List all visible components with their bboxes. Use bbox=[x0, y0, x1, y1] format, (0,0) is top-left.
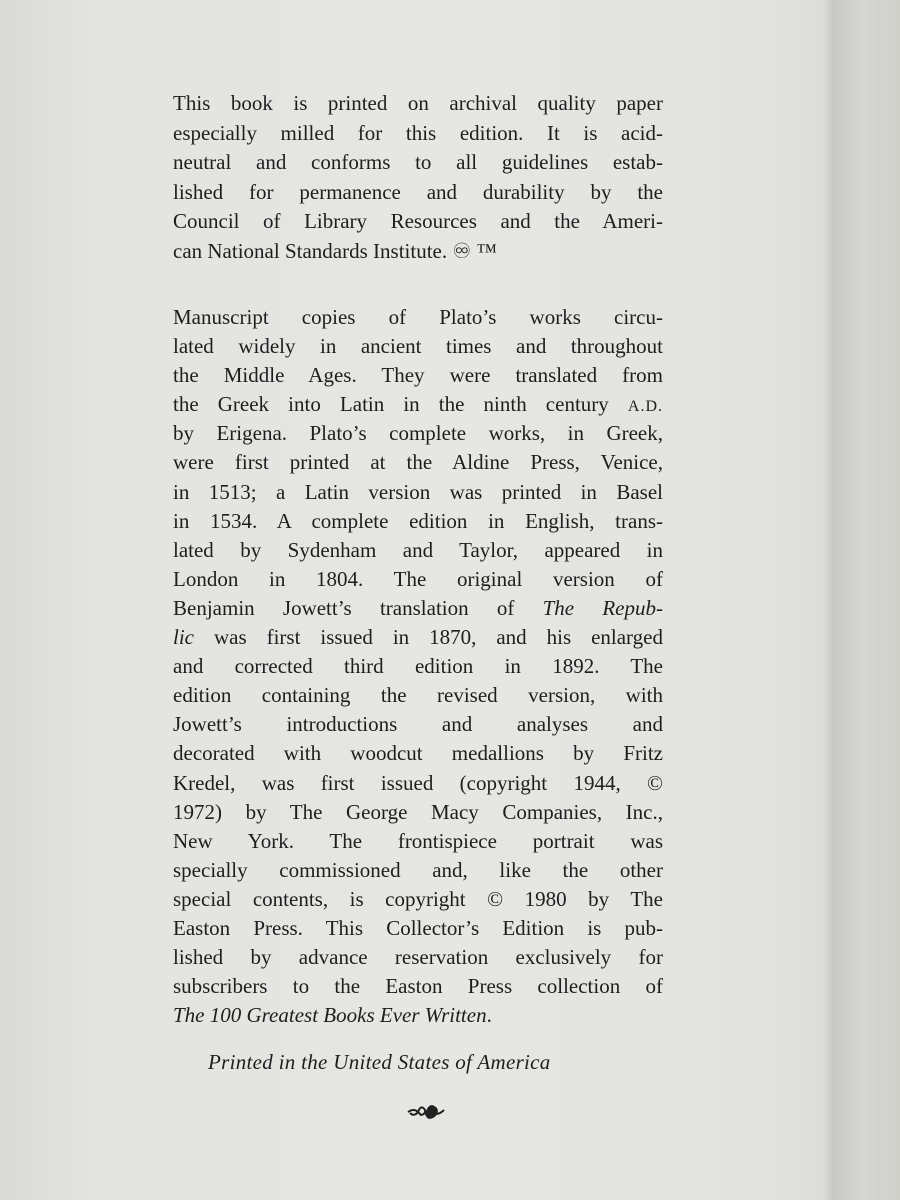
text-segment: the Greek into Latin in the ninth century bbox=[173, 392, 628, 417]
text-segment: and corrected third edition in 1892. The bbox=[173, 654, 663, 679]
text-segment: Manuscript copies of Plato’s works circu- bbox=[173, 305, 663, 329]
text-line bbox=[173, 536, 663, 565]
text-segment: lished by advance reservation exclusively for bbox=[173, 945, 663, 970]
italic-title-text: The 100 Greatest Books Ever Written bbox=[173, 1003, 487, 1028]
text-line bbox=[173, 943, 663, 972]
text-line bbox=[173, 207, 663, 237]
text-line bbox=[173, 565, 663, 594]
text-segment: especially milled for this edition. It is acid- bbox=[173, 120, 663, 145]
text-segment: decorated with woodcut medallions by Fritz bbox=[173, 741, 663, 766]
text-segment: New York. The frontispiece portrait was bbox=[173, 828, 663, 853]
text-segment: London in 1804. The original version of bbox=[173, 566, 663, 591]
text-line bbox=[173, 89, 663, 119]
text-segment: subscribers to the Easton Press collection of bbox=[173, 974, 663, 999]
text-segment: Easton Press. This Collector’s Edition is pub- bbox=[173, 915, 663, 940]
text-line bbox=[173, 594, 663, 623]
italic-title-text: The Repub- bbox=[542, 595, 663, 620]
text-segment: lated by Sydenham and Taylor, appeared in bbox=[173, 537, 663, 562]
text-line bbox=[173, 1001, 663, 1030]
text-segment: A.D. bbox=[627, 398, 663, 416]
text-line bbox=[173, 885, 663, 914]
text-line bbox=[173, 914, 663, 943]
text-line bbox=[173, 652, 663, 681]
text-segment: can National Standards Institute. ♾ ™ bbox=[173, 238, 498, 263]
text-segment: specially commissioned and, like the other bbox=[173, 857, 663, 882]
text-line bbox=[173, 827, 663, 856]
text-line bbox=[173, 681, 663, 710]
text-line bbox=[173, 448, 663, 477]
text-line bbox=[173, 507, 663, 536]
text-line bbox=[173, 798, 663, 827]
text-segment: in 1534. A complete edition in English, trans- bbox=[173, 508, 663, 533]
text-segment: . bbox=[486, 1003, 492, 1028]
text-line bbox=[173, 178, 663, 208]
text-line bbox=[173, 972, 663, 1001]
text-segment: were first printed at the Aldine Press, Venice, bbox=[173, 450, 663, 475]
text-line bbox=[173, 332, 663, 361]
text-line bbox=[173, 419, 663, 448]
publication-history-paragraph bbox=[173, 303, 663, 1030]
text-segment: This book is printed on archival quality paper bbox=[173, 91, 663, 115]
text-segment: edition containing the revised version, with bbox=[173, 683, 663, 708]
paper-notice-paragraph bbox=[173, 89, 663, 267]
text-segment: 1972) by The George Macy Companies, Inc., bbox=[173, 799, 663, 824]
text-line bbox=[173, 148, 663, 178]
text-line bbox=[173, 390, 663, 419]
text-line bbox=[173, 769, 663, 798]
text-segment: neutral and conforms to all guidelines estab- bbox=[173, 150, 663, 175]
text-line bbox=[173, 119, 663, 149]
italic-title-text: lic bbox=[173, 625, 194, 650]
text-segment: Jowett’s introductions and analyses and bbox=[173, 712, 663, 737]
printed-in-usa-imprint: Printed in the United States of America bbox=[208, 1050, 551, 1074]
text-line bbox=[173, 623, 663, 652]
text-segment: was first issued in 1870, and his enlarged bbox=[194, 625, 663, 650]
text-segment: Benjamin Jowett’s translation of bbox=[173, 595, 543, 620]
text-segment: the Middle Ages. They were translated from bbox=[173, 363, 663, 388]
text-line bbox=[173, 237, 663, 267]
printer-fleuron-icon bbox=[406, 1100, 446, 1122]
text-segment: lated widely in ancient times and throughout bbox=[173, 334, 663, 359]
text-line bbox=[173, 303, 663, 332]
text-segment: Kredel, was first issued (copyright 1944, © bbox=[173, 770, 663, 795]
text-segment: Council of Library Resources and the Ameri- bbox=[173, 209, 663, 234]
text-line bbox=[173, 361, 663, 390]
text-line bbox=[173, 478, 663, 507]
text-line bbox=[173, 856, 663, 885]
text-segment: in 1513; a Latin version was printed in Basel bbox=[173, 479, 663, 504]
text-line bbox=[173, 710, 663, 739]
text-segment: lished for permanence and durability by the bbox=[173, 179, 663, 204]
text-line bbox=[173, 739, 663, 768]
text-segment: by Erigena. Plato’s complete works, in Greek, bbox=[173, 421, 663, 446]
text-segment: special contents, is copyright © 1980 by The bbox=[173, 886, 663, 911]
